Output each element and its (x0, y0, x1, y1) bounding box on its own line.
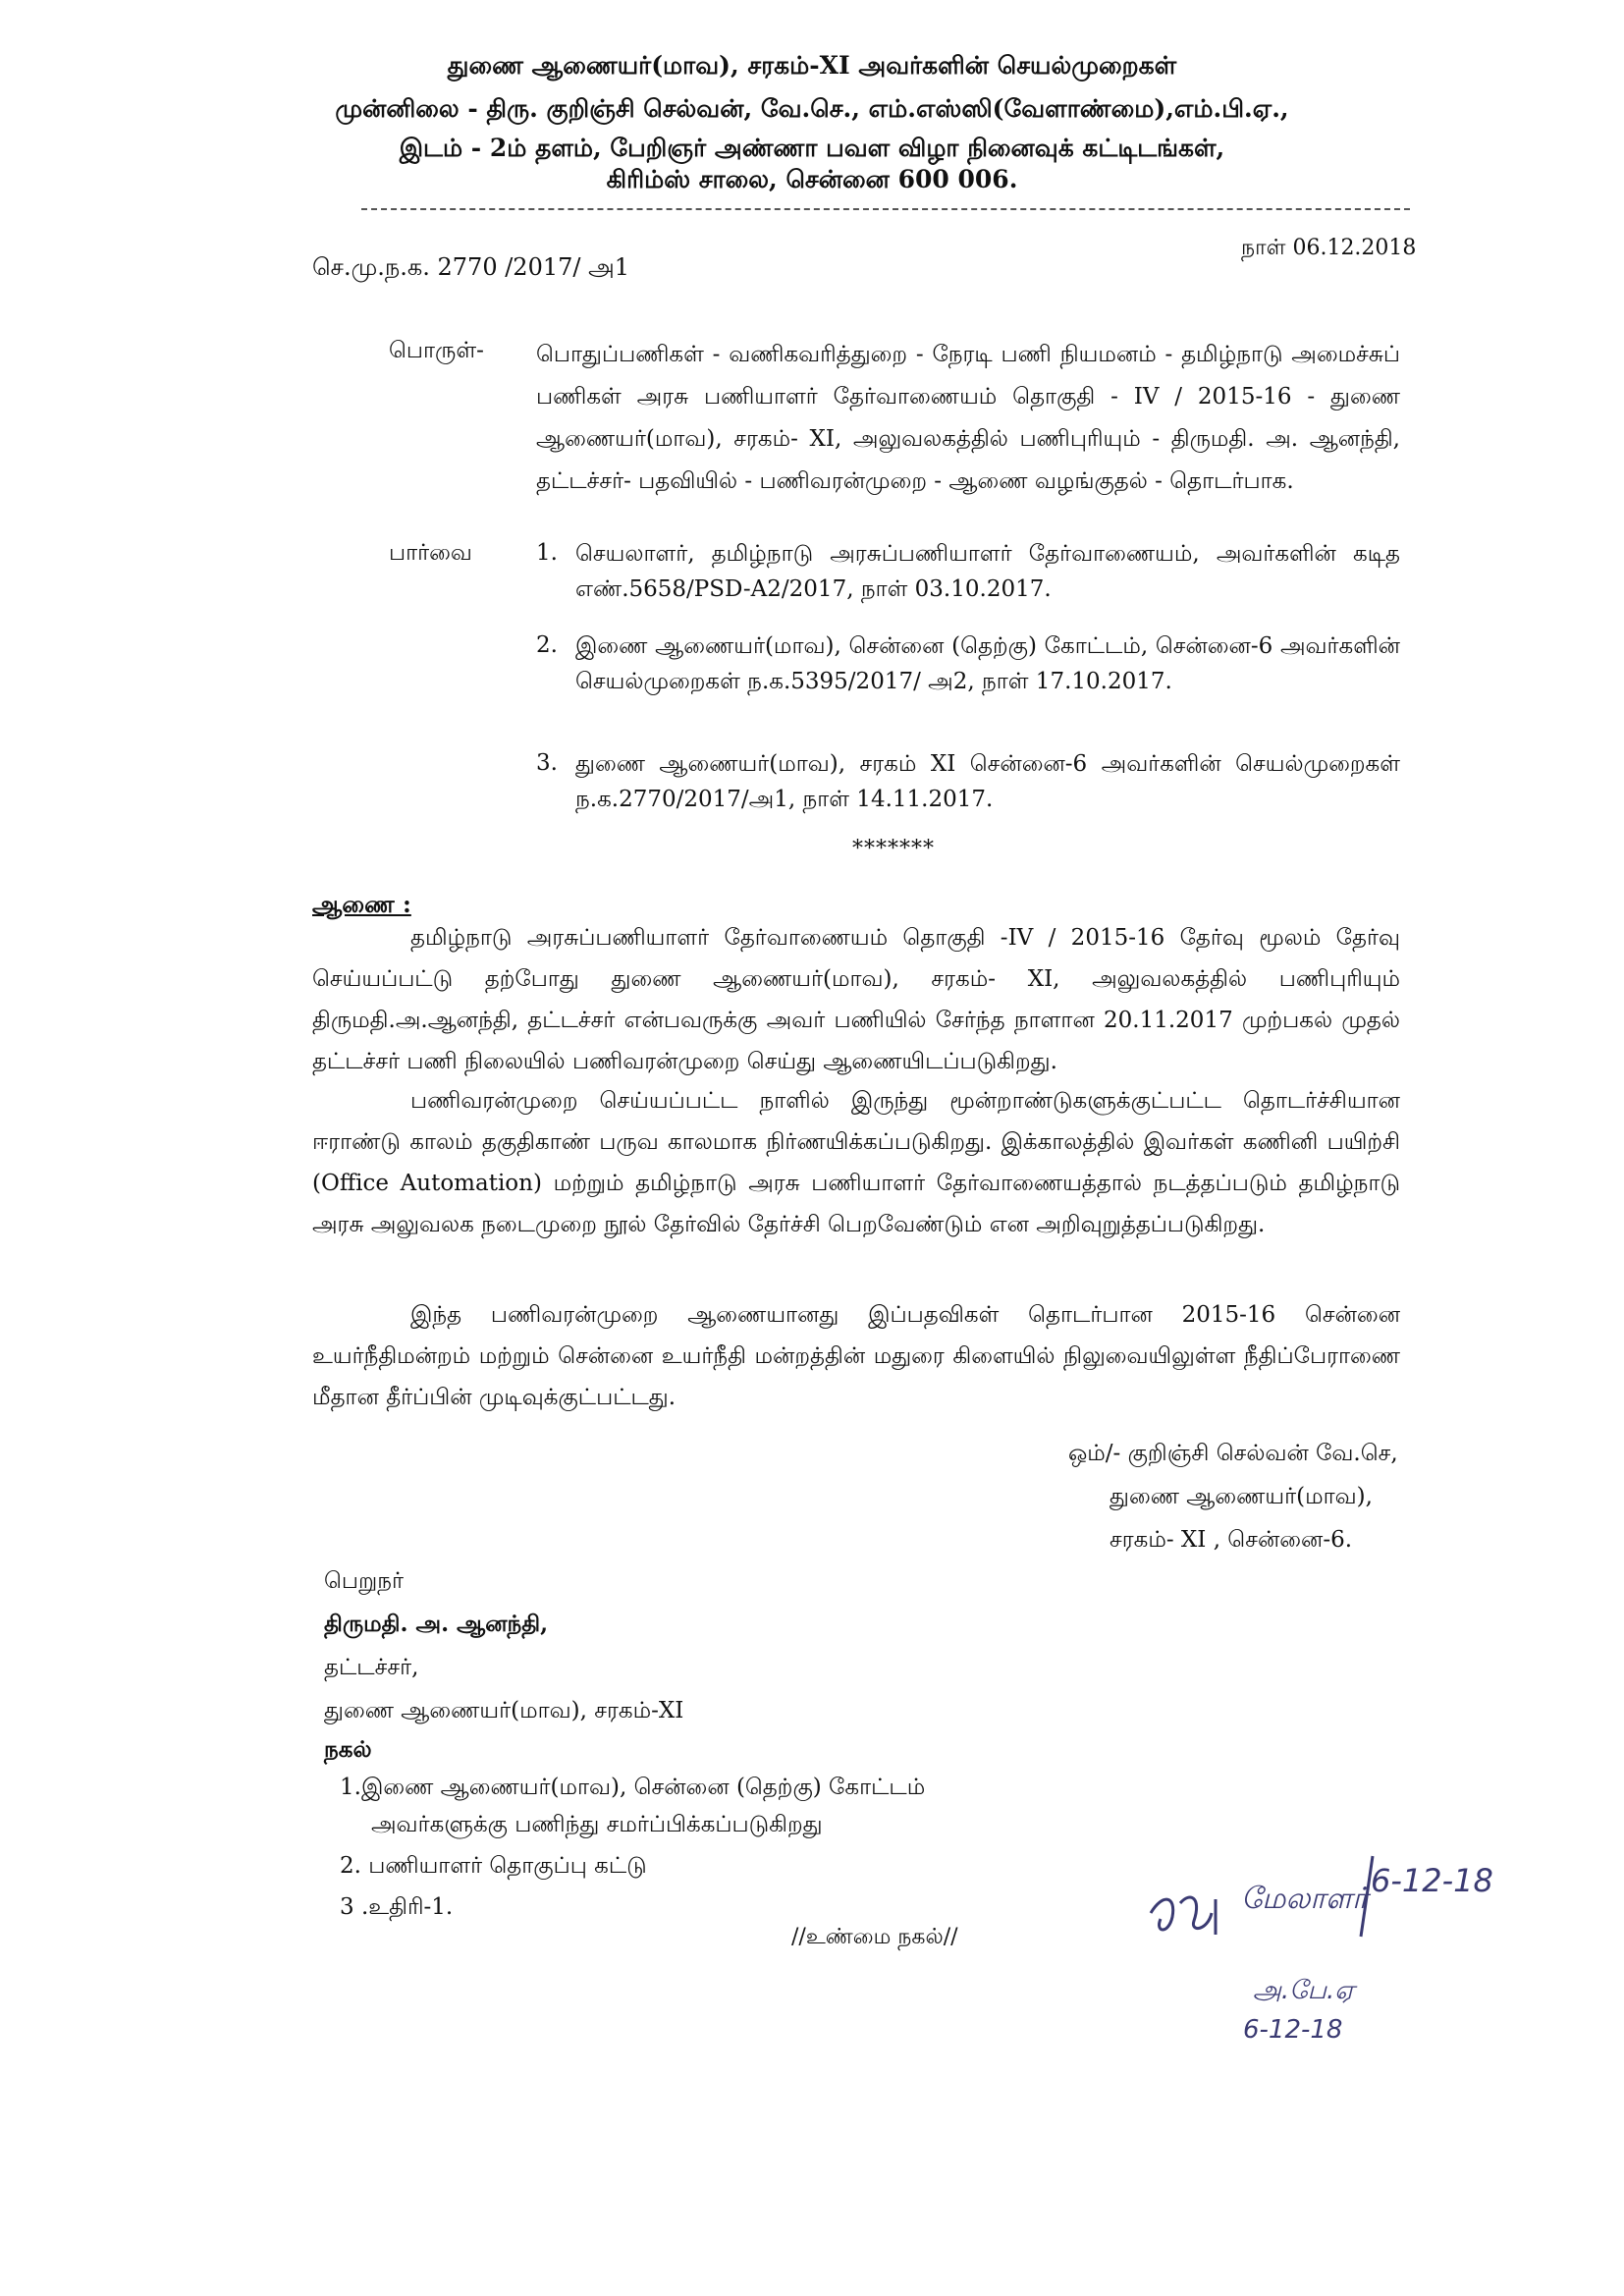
handwritten-date-1: 6-12-18 (1371, 1862, 1493, 1899)
order-heading: ஆணை : (312, 890, 411, 918)
signature-block (1068, 1432, 1398, 1561)
signature-designation: துணை ஆணையர்(மாவ), (1110, 1484, 1373, 1509)
order-paragraph-2-text: பணிவரன்முறை செய்யப்பட்ட நாளில் இருந்து மூன்றாண்டுகளுக்குட்பட்ட தொடர்ச்சியான ஈராண்டு காலம் தகுதிகாண் பருவ காலமாக நிர்ணயிக்கப்படுகிறது. இக்காலத்தில் இவர்கள் கணினி பயிற்சி (Office Automation) மற்றும் தமிழ்நாடு அரசு பணியாளர் தேர்வாணையத்தால் நடத்தப்படும் தமிழ்நாடு அரசு அலுவலக நடைமுறை நூல் தேர்வில் தேர்ச்சி பெறவேண்டும் என அறிவுறுத்தப்படுகிறது. (312, 1088, 1400, 1237)
reference-1-text: செயலாளர், தமிழ்நாடு அரசுப்பணியாளர் தேர்வாணையம், அவர்களின் கடித எண்.5658/PSD-A2/2017, நாள் 03.10.2017. (575, 541, 1400, 602)
handwritten-date-2: 6-12-18 (1243, 2015, 1343, 2045)
document-date: நாள் 06.12.2018 (1241, 236, 1417, 260)
order-paragraph-1 (312, 917, 1400, 1082)
recipient-office: துணை ஆணையர்(மாவ), சரகம்-XI (324, 1698, 684, 1723)
recipient-designation: தட்டச்சர், (324, 1655, 419, 1680)
recipient-label: பெறுநர் (324, 1568, 405, 1594)
order-paragraph-3 (312, 1294, 1400, 1418)
reference-2-number: 2. (536, 632, 558, 658)
signature-name: ஒம்/- குறிஞ்சி செல்வன் வே.செ, (1068, 1441, 1398, 1466)
copy-item-1: 1.இணை ஆணையர்(மாவ), சென்னை (தெற்கு) கோட்டம் (340, 1775, 926, 1800)
separator-stars: ******* (852, 837, 935, 861)
header-address: கிரிம்ஸ் சாலை, சென்னை 600 006. (606, 165, 1018, 193)
recipient-block (324, 1559, 683, 1732)
order-paragraph-2 (312, 1080, 1400, 1245)
reference-3-number: 3. (536, 750, 558, 776)
copy-label: நகல் (324, 1736, 372, 1763)
copy-item-3: 3 .உதிரி-1. (340, 1894, 454, 1920)
copy-item-1-cont: அவர்களுக்கு பணிந்து சமர்ப்பிக்கப்படுகிறது (371, 1812, 823, 1837)
signature-office: சரகம்- XI , சென்னை-6. (1110, 1527, 1353, 1553)
header-presence: முன்னிலை - திரு. குறிஞ்சி செல்வன், வே.செ., எம்.எஸ்ஸி(வேளாண்மை),எம்.பி.ஏ., (335, 94, 1289, 123)
handwritten-designation: மேலாளர் (1241, 1882, 1368, 1916)
header-title: துணை ஆணையர்(மாவ), சரகம்-XI அவர்களின் செயல்முறைகள் (447, 51, 1177, 80)
handwritten-initials: அ.பே.ஏ (1253, 1976, 1355, 2005)
order-paragraph-1-text: தமிழ்நாடு அரசுப்பணியாளர் தேர்வாணையம் தொகுதி -IV / 2015-16 தேர்வு மூலம் தேர்வு செய்யப்பட்டு தற்போது துணை ஆணையர்(மாவ), சரகம்- XI, அலுவலகத்தில் பணிபுரியும் திருமதி.அ.ஆனந்தி, தட்டச்சர் என்பவருக்கு அவர் பணியில் சேர்ந்த நாளான 20.11.2017 முற்பகல் முதல் தட்டச்சர் பணி நிலையில் பணிவரன்முறை செய்து ஆணையிடப்படுகிறது. (312, 925, 1400, 1074)
subject-label: பொருள்- (389, 338, 484, 363)
copy-item-2: 2. பணியாளர் தொகுப்பு கட்டு (340, 1853, 647, 1879)
header-location: இடம் - 2ம் தளம், பேறிஞர் அண்ணா பவள விழா நினைவுக் கட்டிடங்கள், (399, 134, 1225, 162)
true-copy-mark: //உண்மை நகல்// (791, 1925, 958, 1949)
order-paragraph-3-text: இந்த பணிவரன்முறை ஆணையானது இப்பதவிகள் தொடர்பான 2015-16 சென்னை உயர்நீதிமன்றம் மற்றும் சென்னை உயர்நீதி மன்றத்தின் மதுரை கிளையில் நிலுவையிலுள்ள நீதிப்பேராணை மீதான தீர்ப்பின் முடிவுக்குட்பட்டது. (312, 1302, 1400, 1410)
subject-text: பொதுப்பணிகள் - வணிகவரித்துறை - நேரடி பணி நியமனம் - தமிழ்நாடு அமைச்சுப் பணிகள் அரசு பணியாளர் தேர்வாணையம் தொகுதி - IV / 2015-16 - துணை ஆணையர்(மாவ), சரகம்- XI, அலுவலகத்தில் பணிபுரியும் - திருமதி. அ. ஆனந்தி, தட்டச்சர்- பதவியில் - பணிவரன்முறை - ஆணை வழங்குதல் - தொடர்பாக. (536, 342, 1400, 494)
header-divider (361, 208, 1410, 210)
references-label: பார்வை (389, 540, 472, 566)
recipient-name: திருமதி. அ. ஆனந்தி, (324, 1611, 549, 1637)
handwritten-slash (1355, 1852, 1379, 1941)
reference-1-number: 1. (536, 540, 558, 566)
reference-3-text: துணை ஆணையர்(மாவ), சரகம் XI சென்னை-6 அவர்களின் செயல்முறைகள் ந.க.2770/2017/அ1, நாள் 14.11.2017. (575, 751, 1400, 812)
reference-number: செ.மு.ந.க. 2770 /2017/ அ1 (312, 253, 630, 281)
reference-2-text: இணை ஆணையர்(மாவ), சென்னை (தெற்கு) கோட்டம், சென்னை-6 அவர்களின் செயல்முறைகள் ந.க.5395/2017/ அ2, நாள் 17.10.2017. (575, 633, 1400, 694)
